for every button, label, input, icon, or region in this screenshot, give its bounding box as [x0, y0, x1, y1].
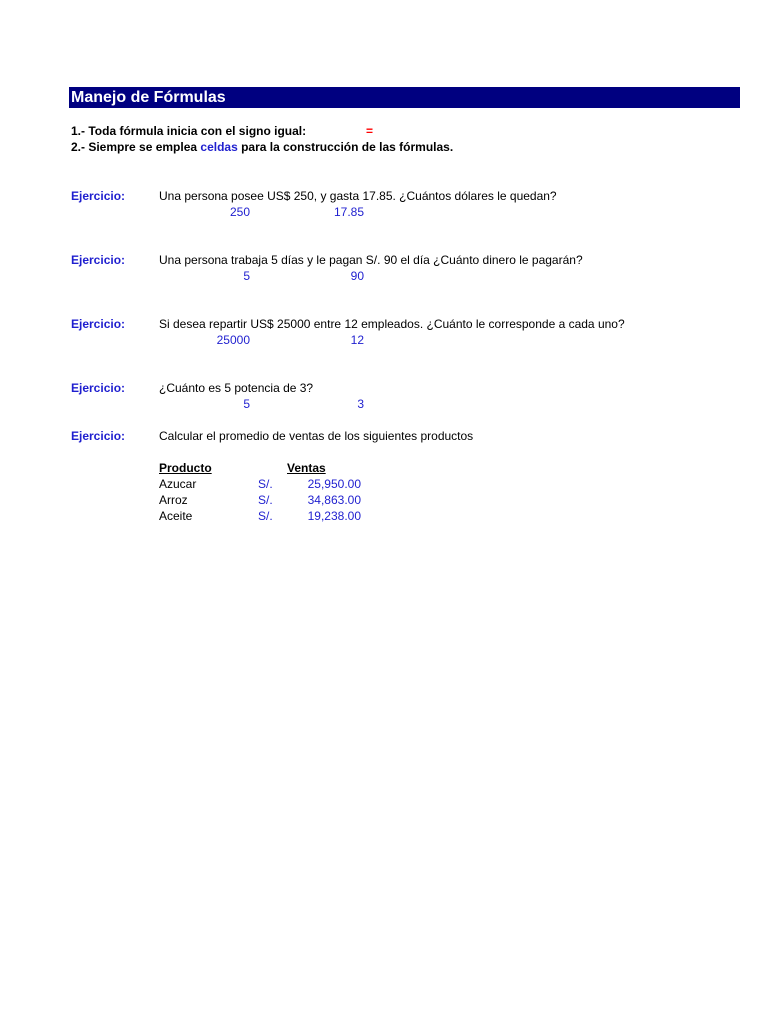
exercise-question: Una persona posee US$ 250, y gasta 17.85. ¿Cuántos dólares le quedan? [159, 189, 557, 203]
exercise-value-b: 3 [357, 397, 364, 411]
exercise-value-a: 5 [243, 397, 250, 411]
table-row-currency: S/. [258, 493, 273, 507]
exercise-label: Ejercicio: [71, 189, 126, 203]
page-title: Manejo de Fórmulas [71, 89, 226, 106]
exercise-value-a: 250 [229, 205, 250, 219]
exercise-value-b: 90 [350, 269, 364, 283]
exercise-question: Una persona trabaja 5 días y le pagan S/. 90 el día ¿Cuánto dinero le pagarán? [159, 253, 583, 267]
rule-2-highlight: celdas [200, 140, 238, 154]
table-row-sales: 25,950.00 [307, 477, 361, 491]
rule-2-pre: 2.- Siempre se emplea [71, 140, 201, 154]
table-row-product: Aceite [159, 509, 193, 523]
table-row-sales: 34,863.00 [307, 493, 361, 507]
exercise-question: Calcular el promedio de ventas de los siguientes productos [159, 429, 474, 443]
rule-2 [71, 140, 453, 155]
exercise-question: ¿Cuánto es 5 potencia de 3? [159, 381, 314, 395]
table-header-product: Producto [159, 461, 212, 475]
exercise-value-b: 12 [350, 333, 364, 347]
exercise-label: Ejercicio: [71, 381, 126, 395]
exercise-label: Ejercicio: [71, 253, 126, 267]
exercise-value-b: 17.85 [333, 205, 364, 219]
table-row-product: Arroz [159, 493, 188, 507]
table-row-product: Azucar [159, 477, 197, 491]
title-bar [69, 87, 740, 108]
exercise-label: Ejercicio: [71, 317, 126, 331]
rule-2-post: para la construcción de las fórmulas. [237, 140, 454, 154]
equals-sign: = [366, 124, 374, 138]
exercise-label: Ejercicio: [71, 429, 126, 443]
table-header-sales: Ventas [287, 461, 326, 475]
exercise-value-a: 25000 [216, 333, 250, 347]
table-row-currency: S/. [258, 509, 273, 523]
exercise-value-a: 5 [243, 269, 250, 283]
table-row-sales: 19,238.00 [307, 509, 361, 523]
exercise-question: Si desea repartir US$ 25000 entre 12 empleados. ¿Cuánto le corresponde a cada uno? [159, 317, 625, 331]
table-row-currency: S/. [258, 477, 273, 491]
rule-1-text: 1.- Toda fórmula inicia con el signo igual: [71, 124, 307, 138]
